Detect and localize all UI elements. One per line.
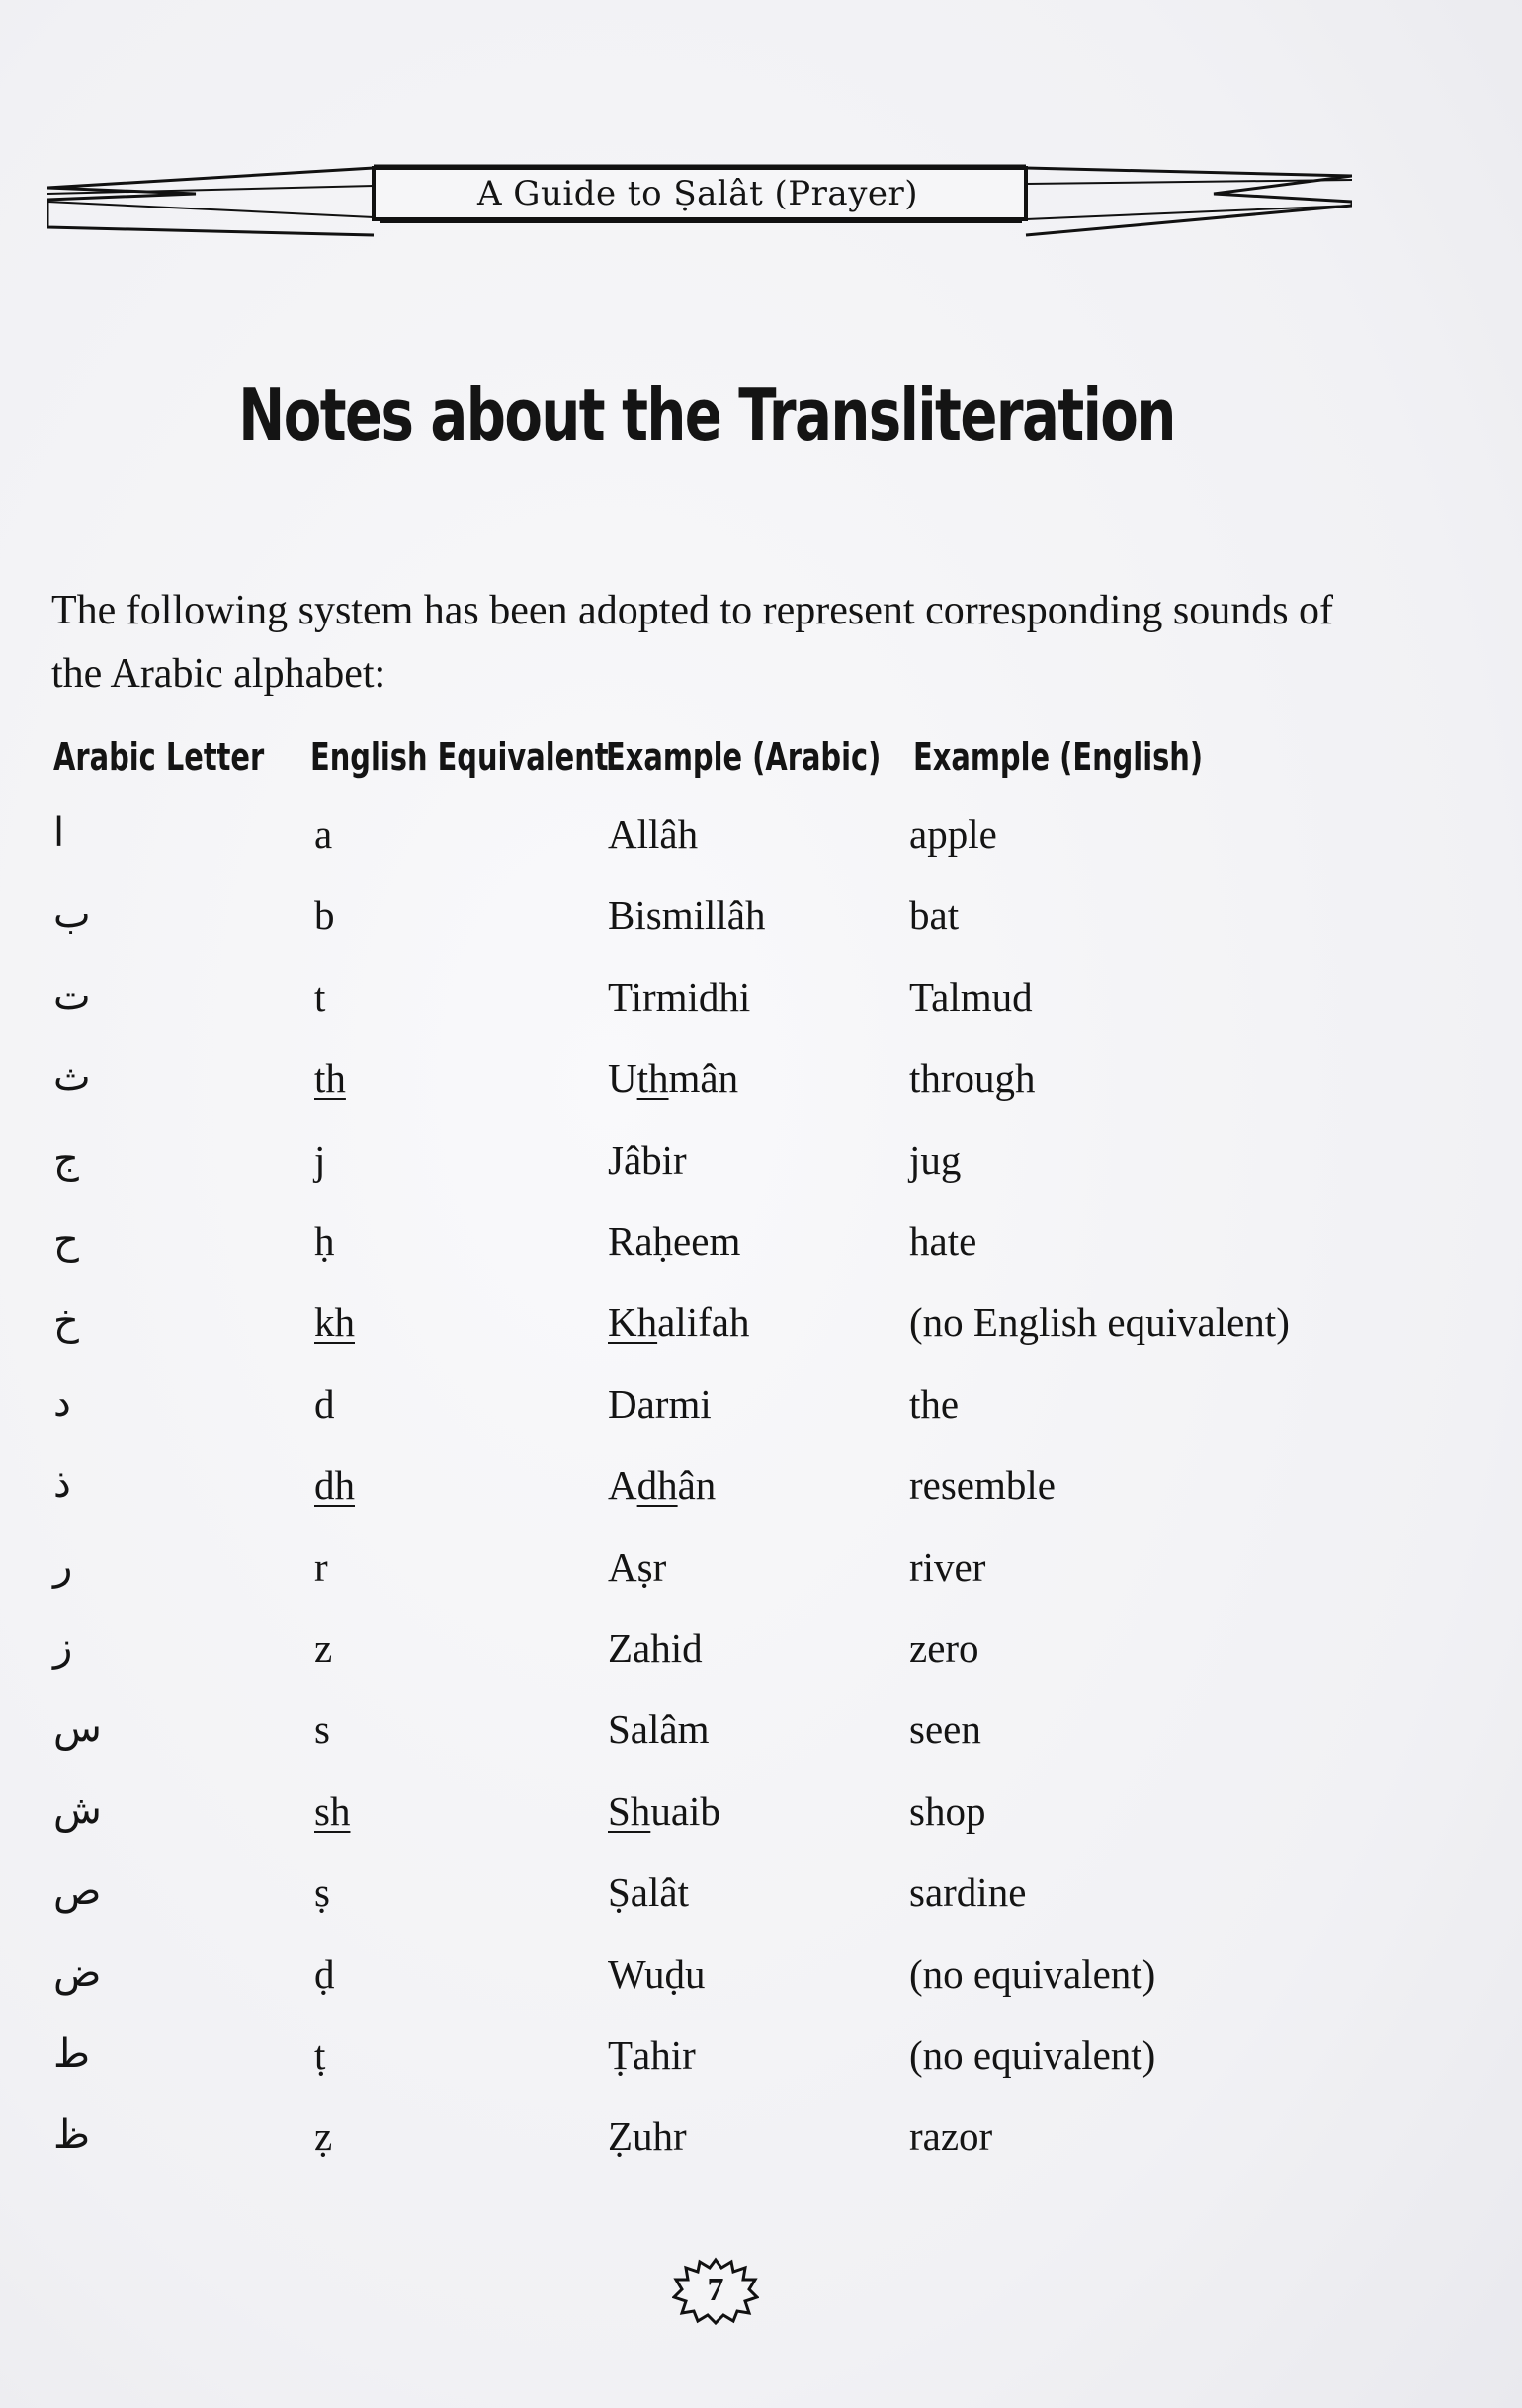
english-equivalent-cell: dh [314, 1462, 355, 1509]
example-english-cell: resemble [909, 1462, 1056, 1509]
arabic-letter-cell: ث [53, 1054, 91, 1101]
example-arabic-cell: Darmi [608, 1380, 712, 1427]
example-english-cell: hate [909, 1218, 977, 1264]
example-arabic-cell: Ṭahir [608, 2033, 696, 2078]
english-equivalent-cell: t [314, 973, 326, 1020]
table-row [0, 1217, 1384, 1296]
example-arabic-cell: Shuaib [608, 1787, 720, 1834]
underlined-letters: Kh [608, 1299, 658, 1346]
english-equivalent-cell: r [314, 1543, 328, 1590]
intro-paragraph: The following system has been adopted to represent corresponding sounds of the Arabic alphabet: [51, 588, 1334, 697]
english-equivalent-cell: a [314, 811, 333, 857]
example-arabic-cell: Uthmân [608, 1055, 739, 1102]
example-arabic-cell: Zahid [608, 1625, 703, 1671]
english-equivalent-cell: kh [314, 1299, 355, 1346]
page-title: Notes about the Transliteration [238, 374, 1175, 457]
example-english-cell: (no equivalent) [909, 1951, 1156, 1997]
underlined-letters: dh [636, 1462, 678, 1509]
arabic-letter-cell: ز [53, 1624, 73, 1670]
english-equivalent-cell: sh [314, 1787, 351, 1834]
example-arabic-cell: Wuḍu [608, 1951, 706, 1997]
english-equivalent-cell: th [314, 1055, 346, 1102]
english-equivalent-cell: ṭ [314, 2033, 326, 2078]
english-equivalent-cell: j [314, 1136, 326, 1183]
table-row [0, 1951, 1384, 2030]
table-row [0, 1543, 1384, 1622]
header-english-equivalent: English Equivalent [310, 735, 609, 779]
arabic-letter-cell: ذ [53, 1461, 71, 1508]
header-arabic-letter: Arabic Letter [53, 735, 265, 779]
example-english-cell: sardine [909, 1869, 1027, 1916]
english-equivalent-cell: z [314, 1625, 333, 1671]
arabic-letter-cell: ض [53, 1950, 102, 1996]
example-arabic-cell: Adhân [608, 1462, 717, 1509]
table-row [0, 973, 1384, 1052]
table-row [0, 891, 1384, 970]
example-arabic-cell: Allâh [608, 811, 699, 857]
header-example-english: Example (English) [913, 735, 1204, 779]
arabic-letter-cell: ط [53, 2032, 90, 2077]
arabic-letter-cell: ب [53, 891, 91, 938]
example-english-cell: river [909, 1543, 986, 1590]
table-row [0, 1868, 1384, 1948]
arabic-letter-cell: ج [53, 1135, 79, 1182]
arabic-letter-cell: ح [53, 1217, 79, 1263]
example-english-cell: jug [909, 1136, 962, 1183]
arabic-letter-cell: خ [53, 1298, 79, 1345]
english-equivalent-cell: s [314, 1706, 330, 1753]
example-arabic-cell: Ṣalât [608, 1869, 689, 1916]
underlined-letters: Sh [608, 1787, 651, 1834]
english-equivalent-cell: b [314, 892, 335, 939]
english-equivalent-cell: ḥ [314, 1218, 335, 1264]
arabic-letter-cell: ظ [53, 2113, 90, 2159]
table-row [0, 2113, 1384, 2192]
example-arabic-cell: Aṣr [608, 1543, 667, 1590]
example-english-cell: seen [909, 1706, 981, 1753]
english-equivalent-cell: ṣ [314, 1869, 330, 1916]
arabic-letter-cell: س [53, 1705, 102, 1752]
table-row [0, 1136, 1384, 1215]
example-arabic-cell: Jâbir [608, 1136, 687, 1183]
table-row [0, 1298, 1384, 1377]
english-equivalent-cell: ẓ [314, 2114, 333, 2160]
page-number-label: 7 [707, 2272, 724, 2308]
arabic-letter-cell: ا [53, 810, 65, 856]
english-equivalent-cell: d [314, 1380, 335, 1427]
table-row [0, 810, 1384, 889]
arabic-letter-cell: د [53, 1379, 71, 1426]
table-row [0, 1705, 1384, 1785]
table-row [0, 1787, 1384, 1867]
arabic-letter-cell: ش [53, 1786, 102, 1833]
arabic-letter-cell: ر [53, 1542, 73, 1589]
table-row [0, 1054, 1384, 1133]
example-english-cell: through [909, 1055, 1036, 1102]
example-english-cell: the [909, 1380, 960, 1427]
header-example-arabic: Example (Arabic) [606, 735, 882, 779]
example-english-cell: shop [909, 1787, 986, 1834]
english-equivalent-cell: ḍ [314, 1951, 335, 1997]
table-row [0, 1624, 1384, 1703]
table-row [0, 1461, 1384, 1540]
table-row [0, 2032, 1384, 2111]
example-english-cell: (no equivalent) [909, 2033, 1156, 2078]
example-arabic-cell: Bismillâh [608, 892, 766, 939]
example-english-cell: apple [909, 811, 997, 857]
page-number [672, 2256, 759, 2325]
underlined-letters: th [636, 1055, 669, 1102]
example-english-cell: (no English equivalent) [909, 1299, 1290, 1346]
example-english-cell: razor [909, 2114, 993, 2160]
example-english-cell: bat [909, 892, 960, 939]
example-arabic-cell: Khalifah [608, 1299, 750, 1346]
arabic-letter-cell: ص [53, 1868, 102, 1915]
example-arabic-cell: Ẓuhr [608, 2114, 687, 2160]
example-arabic-cell: Salâm [608, 1706, 710, 1753]
example-arabic-cell: Raḥeem [608, 1218, 741, 1264]
example-english-cell: Talmud [909, 973, 1033, 1020]
example-arabic-cell: Tirmidhi [608, 973, 751, 1020]
example-english-cell: zero [909, 1625, 979, 1671]
table-row [0, 1380, 1384, 1459]
arabic-letter-cell: ت [53, 972, 91, 1019]
running-header-title: A Guide to Ṣalât (Prayer) [476, 174, 919, 213]
